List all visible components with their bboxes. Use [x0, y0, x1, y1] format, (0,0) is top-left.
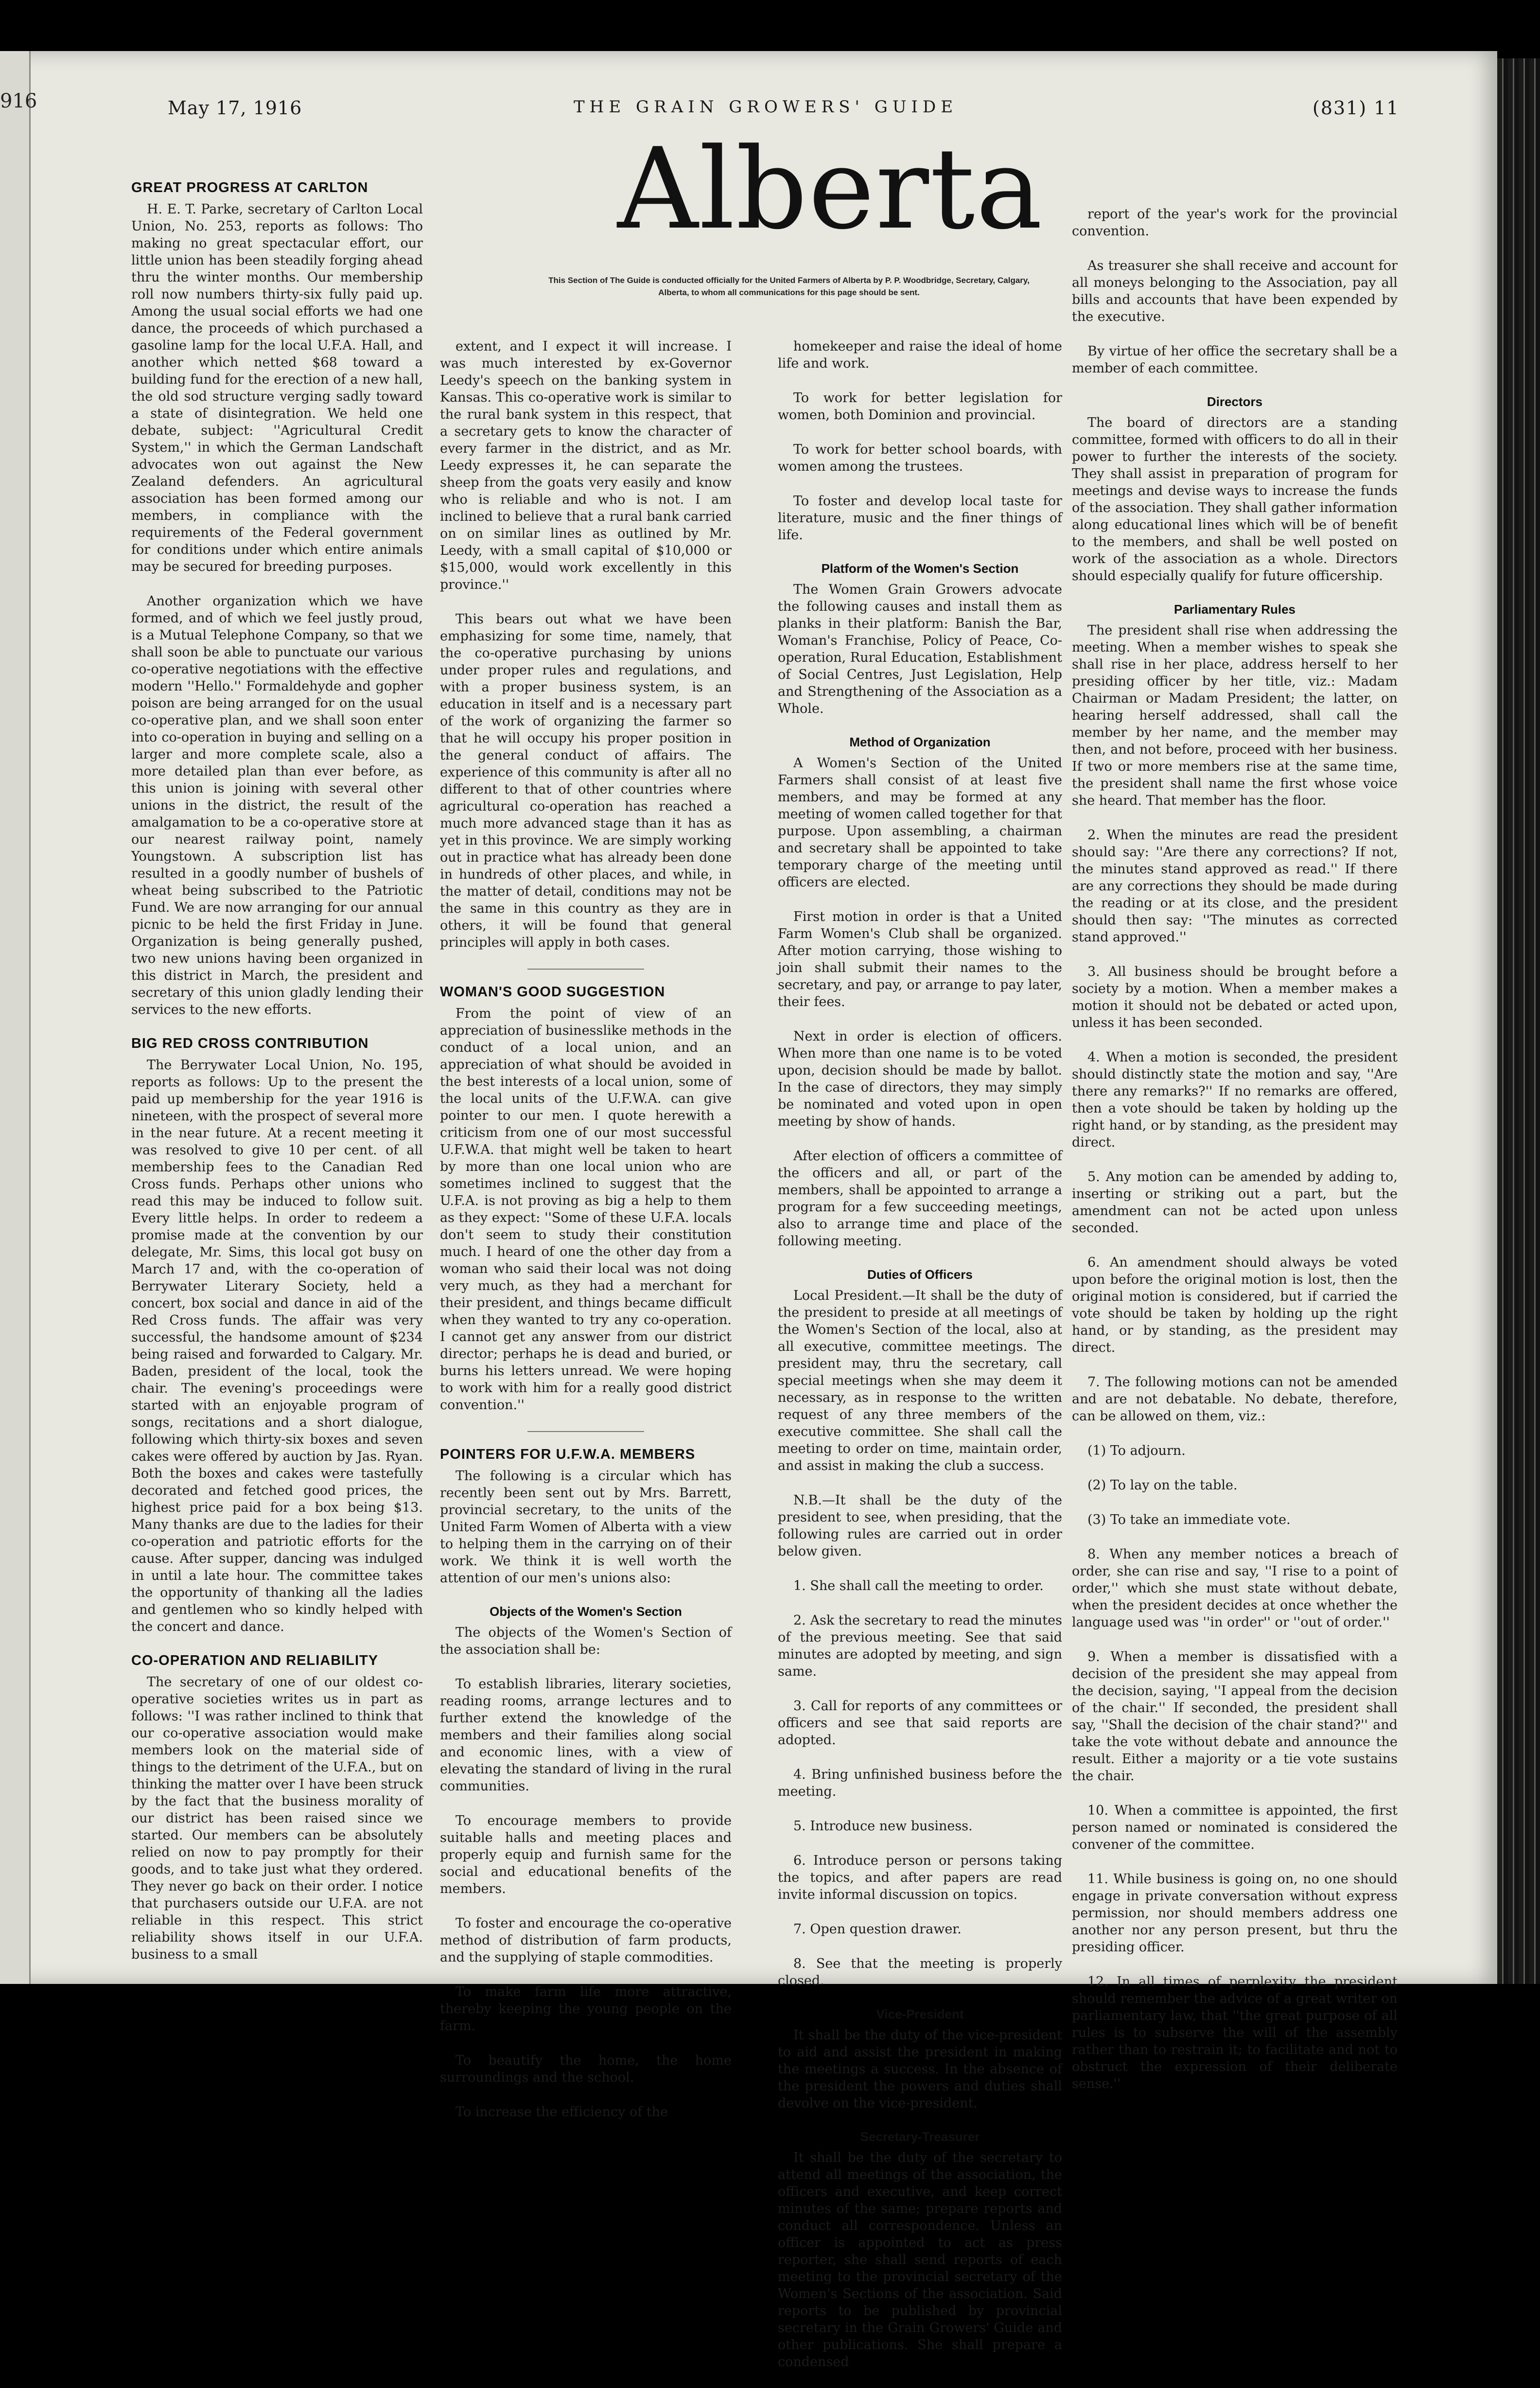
column-divider: [527, 969, 644, 970]
column-4: [1072, 206, 1398, 2110]
paragraph: extent, and I expect it will increase. I was much interested by ex-Governor Leedy's speech on the banking system in Kansas. This co-operative work is similar to the rural bank system in this respect, that a secretary gets to know the character of every farmer in the district, and as Mr. Leedy expresses it, he can separate the sheep from the goats very easily and know who is reliable and who is not. I am inclined to believe that a rural bank carried on on similar lines as outlined by Mr. Leedy, with a small capital of $10,000 or $15,000, would work excellently in this province.'': [440, 339, 732, 592]
subheading: Vice-President: [876, 2007, 964, 2021]
paragraph: Local President.—It shall be the duty of the president to preside at all meetings of the Women's Section of the local, also at all executive, committee meetings. The president may, thru the secretary, call special meetings when she may deem it necessary, as in response to the written request of any three members of the executive committee. She shall call the meeting to order on time, maintain order, and assist in making the club a success.: [778, 1288, 1062, 1473]
subheading: Directors: [1207, 394, 1263, 409]
paragraph: A Women's Section of the United Farmers shall consist of at least five members, and may be formed at any meeting of women called together for that purpose. Upon assembling, a chairman and secretary shall be appointed to take temporary charge of the meeting until officers are elected.: [778, 756, 1062, 890]
list-item: 2. Ask the secretary to read the minutes of the previous meeting. See that said minutes are adopted by meeting, and sign same.: [778, 1613, 1062, 1679]
paragraph: The objects of the Women's Section of the association shall be:: [440, 1625, 732, 1657]
paragraph: To foster and encourage the co-operative method of distribution of farm products, and the supplying of staple commodities.: [440, 1916, 732, 1965]
list-item: 6. Introduce person or persons taking the topics, and after papers are read invite informal discussion on topics.: [778, 1853, 1062, 1902]
paragraph: From the point of view of an appreciation of businesslike methods in the conduct of a local union, and an appreciation of what should be avoided in the best interests of a local union, some of the local units of the U.F.W.A. can give pointer to our men. I quote herewith a criticism from one of our most successful U.F.W.A. that might well be taken to heart by more than one local union who are sometimes inclined to suggest that the U.F.A. is not proving as big a help to them as they expect: ''Some of these U.F.A. locals don't seem to study their constitution much. I heard of one the other day from a woman who said their local was not doing very much, as they had a merchant for their president, and things became difficult when they wanted to try any co-operation. I cannot get any answer from our district director; perhaps he is dead and buried, or burns his letters unread. We were hoping to work with him for a really good district convention.'': [440, 1006, 732, 1413]
column-3: [778, 338, 1062, 2388]
list-item: (2) To lay on the table.: [1087, 1478, 1238, 1493]
paragraph: To work for better school boards, with women among the trustees.: [778, 442, 1062, 474]
paragraph: 12. In all times of perplexity the president should remember the advice of a great writer on parliamentary law, that ''the great purpose of all rules is to subserve the will of the assembly rather than to restrain it; to facilitate and not to obstruct the expression of their deliberate sense.'': [1072, 1974, 1398, 2091]
paragraph: 5. Any motion can be amended by adding to, inserting or striking out a part, but the amendment can not be acted upon unless seconded.: [1072, 1169, 1398, 1236]
page-number: (831) 11: [1312, 97, 1400, 119]
article-heading: CO-OPERATION AND RELIABILITY: [131, 1653, 379, 1668]
column-divider: [527, 1431, 644, 1432]
paragraph: 4. When a motion is seconded, the president should distinctly state the motion and say, ''Are there any remarks?'' If no remarks are offered, then a vote should be taken by holding up the right hand, or by standing, as the president may direct.: [1072, 1050, 1398, 1150]
paragraph: The secretary of one of our oldest co-operative societies writes us in part as follows: ''I was rather inclined to think that our co-operative association would make members look on the material side of things to the detriment of the U.F.A., but on thinking the matter over I have been struck by the fact that the business morality of our district has been raised since we started. Our members can be absolutely relied on now to pay promptly for their goods, and to take just what they ordered. They never go back on their order. I notice that purchasers outside our U.F.A. are not reliable in this respect. This strict reliability shows itself in our U.F.A. business to a small: [131, 1675, 423, 1962]
list-item: 8. See that the meeting is properly closed.: [778, 1956, 1062, 1988]
list-item: 4. Bring unfinished business before the meeting.: [778, 1767, 1062, 1799]
newspaper-page: [0, 51, 1497, 2370]
paragraph: The Berrywater Local Union, No. 195, reports as follows: Up to the present the paid up membership for the year 1916 is nineteen, with the prospect of several more in the near future. At a recent meeting it was resolved to give 10 per cent. of all membership fees to the Canadian Red Cross funds. Perhaps other unions who read this may be induced to follow suit. Every little helps. In order to redeem a promise made at the convention by our delegate, Mr. Sims, this local got busy on March 17 and, with the co-operation of Berrywater Literary Society, held a concert, box social and dance in aid of the Red Cross funds. The affair was very successful, the handsome amount of $234 being raised and forwarded to Calgary. Mr. Baden, president of the local, took the chair. The evening's proceedings were started with an enjoyable program of songs, recitations and a short dialogue, following which thirty-six boxes and seven cakes were offered by auction by Jas. Ryan. Both the boxes and cakes were tastefully decorated and fetched good prices, the highest price paid for a box being $13. Many thanks are due to the ladies for their co-operation and patriotic efforts for the cause. After supper, dancing was indulged in until a late hour. The committee takes the opportunity of thanking all the ladies and gentlemen who so kindly helped with the concert and dance.: [131, 1058, 423, 1634]
subheading: Platform of the Women's Section: [821, 561, 1019, 576]
paragraph: 6. An amendment should always be voted upon before the original motion is lost, then the original motion is considered, but if carried the vote should be taken by holding up the right hand, or by standing, as the president may direct.: [1072, 1255, 1398, 1355]
paragraph: The Women Grain Growers advocate the following causes and install them as planks in their platform: Banish the Bar, Woman's Franchise, Policy of Peace, Co-operation, Rural Education, Establishment of Social Centres, Just Legislation, Help and Strengthening of the Association as a Whole.: [778, 582, 1062, 716]
list-item: 1. She shall call the meeting to order.: [793, 1578, 1044, 1593]
paragraph: First motion in order is that a United Farm Women's Club shall be organized. After motion carrying, those wishing to join shall submit their names to the secretary, and pay, or arrange to pay later, their fees.: [778, 909, 1062, 1009]
paragraph: To establish libraries, literary societies, reading rooms, arrange lectures and to further extend the knowledge of the members and their families along social and economic lines, with a view of elevating the standard of living in the rural communities.: [440, 1677, 732, 1794]
paragraph: As treasurer she shall receive and account for all moneys belonging to the Association, pay all bills and accounts that have been expended by the executive.: [1072, 258, 1398, 324]
list-item: (3) To take an immediate vote.: [1087, 1512, 1291, 1527]
paragraph: N.B.—It shall be the duty of the president to see, when presiding, that the following rules are carried out in order below given.: [778, 1493, 1062, 1559]
paragraph: The president shall rise when addressing the meeting. When a member wishes to speak she shall rise in her place, address herself to her presiding officer by her title, viz.: Madam Chairman or Madam President; the latter, on hearing herself addressed, shall call the member by her name, and the member may then, and not before, proceed with her business. If two or more members rise at the same time, the president shall name the first whose voice she heard. That member has the floor.: [1072, 623, 1398, 808]
subheading: Duties of Officers: [867, 1267, 973, 1282]
paragraph: Next in order is election of officers. When more than one name is to be voted upon, decision should be made by ballot. In the case of directors, they may simply be nominated and voted upon in open meeting by show of hands.: [778, 1029, 1062, 1129]
paragraph: 3. All business should be brought before a society by a motion. When a member makes a motion it should not be debated or acted upon, unless it has been seconded.: [1072, 964, 1398, 1030]
article-heading: BIG RED CROSS CONTRIBUTION: [131, 1036, 369, 1051]
paragraph: To increase the efficiency of the: [455, 2105, 668, 2120]
paragraph: It shall be the duty of the secretary to attend all meetings of the association, the officers and executive, and keep correct minutes of the same; prepare reports and conduct all correspondence. Unless an officer is appointed to act as press reporter, she shall send reports of each meeting to the provincial secretary of the Women's Sections of the association. Said reports to be published by provincial secretary in the Grain Growers' Guide and other publications. She shall prepare a condensed: [778, 2150, 1062, 2370]
paragraph: To work for better legislation for women, both Dominion and provincial.: [778, 390, 1062, 423]
subheading: Secretary-Treasurer: [860, 2129, 980, 2144]
paragraph: The board of directors are a standing committee, formed with officers to do all in their power to further the interests of the society. They shall assist in preparation of program for meetings and devise ways to increase the funds of the association. They shall gather information along educational lines which will be of benefit to the members, and shall be well posted on work of the association as a whole. Directors should especially qualify for future officership.: [1072, 415, 1398, 584]
paragraph: 10. When a committee is appointed, the first person named or nominated is considered the convener of the committee.: [1072, 1803, 1398, 1852]
paragraph: To make farm life more attractive, thereby keeping the young people on the farm.: [440, 1984, 732, 2034]
section-notice: This Section of The Guide is conducted officially for the United Farmers of Alberta by P. P. Woodbridge, Secretary, Calgary, Alberta, to whom all communications for this page should be sent.: [548, 276, 1030, 297]
issue-date: May 17, 1916: [168, 97, 302, 119]
paragraph: 2. When the minutes are read the president should say: ''Are there any corrections? If not, the minutes stand approved as read.'' If there are any corrections they should be made during the reading or at its close, and the president should then say: ''The minutes as corrected stand approved.'': [1072, 828, 1398, 945]
list-item: 7. Open question drawer.: [793, 1922, 962, 1937]
paragraph: To beautify the home, the home surroundings and the school.: [440, 2053, 732, 2085]
paragraph: 7. The following motions can not be amended and are not debatable. No debate, therefore, can be allowed on them, viz.:: [1072, 1375, 1398, 1424]
previous-page-number: 916: [0, 90, 37, 112]
paragraph: H. E. T. Parke, secretary of Carlton Local Union, No. 253, reports as follows: Tho making no great spectacular effort, our little union has been steadily forging ahead thru the winter months. Our membership roll now numbers thirty-six fully paid up. Among the usual social efforts we had one dance, the proceeds of which purchased a gasoline lamp for the local U.F.A. Hall, and another which netted $68 toward a building fund for the erection of a new hall, the old sod structure verging sadly toward a state of disintegration. We held one debate, subject: ''Agricultural Credit System,'' in which the German Landschaft advocates won out against the New Zealand defenders. An agricultural association has been formed among our members, in compliance with the requirements of the Federal government for conditions under which entire animals may be secured for breeding purposes.: [131, 202, 423, 574]
paragraph: 8. When any member notices a breach of order, she can rise and say, ''I rise to a point of order,'' which she must state without debate, when the president decides at once whether the language used was ''in order'' or ''out of order.'': [1072, 1547, 1398, 1630]
publication-name: THE GRAIN GROWERS' GUIDE: [574, 97, 958, 117]
article-heading: GREAT PROGRESS AT CARLTON: [131, 180, 368, 195]
subheading: Parliamentary Rules: [1173, 602, 1295, 617]
paragraph: After election of officers a committee of the officers and all, or part of the members, shall be appointed to arrange a program for a few succeeding meetings, also to arrange time and place of the following meeting.: [778, 1149, 1062, 1249]
paragraph: 11. While business is going on, no one should engage in private conversation without express permission, nor should members address one another nor any person present, but thru the presiding officer.: [1072, 1872, 1398, 1955]
paragraph: Another organization which we have formed, and of which we feel justly proud, is a Mutual Telephone Company, so that we shall soon be able to punctuate our various co-operative negotiations with the effective modern ''Hello.'' Formaldehyde and gopher poison are being arranged for on the usual co-operative plan, and we shall soon enter into co-operation in buying and selling on a larger and more complete scale, also a more detailed plan than ever before, as this union is joining with several other unions in the district, the result of the amalgamation to be a co-operative store at our nearest railway point, namely Youngstown. A subscription list has resulted in a goodly number of bushels of wheat being subscribed to the Patriotic Fund. We are now arranging for our annual picnic to be held the first Friday in June. Organization is being generally pushed, two new unions having been organized in this district in March, the president and secretary of this union gladly lending their services to the new efforts.: [131, 594, 423, 1017]
list-item: 3. Call for reports of any committees or officers and see that said reports are adopted.: [778, 1698, 1062, 1748]
paragraph: The following is a circular which has recently been sent out by Mrs. Barrett, provincial secretary, to the units of the United Farm Women of Alberta with a view to helping them in the carrying on of their work. We think it is well worth the attention of our men's unions also:: [440, 1468, 732, 1586]
book-page-edges: [1497, 58, 1540, 1984]
list-item: 5. Introduce new business.: [793, 1819, 973, 1834]
paragraph: To encourage members to provide suitable halls and meeting places and properly equip and furnish same for the social and educational benefits of the members.: [440, 1813, 732, 1896]
paragraph: homekeeper and raise the ideal of home life and work.: [778, 339, 1062, 371]
paragraph: By virtue of her office the secretary shall be a member of each committee.: [1072, 344, 1398, 376]
previous-page-edge: [0, 51, 37, 1984]
paragraph: To foster and develop local taste for literature, music and the finer things of life.: [778, 494, 1062, 543]
article-heading: WOMAN'S GOOD SUGGESTION: [440, 984, 665, 1000]
column-2: [440, 338, 732, 2138]
paragraph: report of the year's work for the provincial convention.: [1072, 207, 1398, 239]
subheading: Objects of the Women's Section: [490, 1604, 682, 1619]
list-item: (1) To adjourn.: [1087, 1443, 1186, 1458]
paragraph: 9. When a member is dissatisfied with a decision of the president she may appeal from the decision, saying, ''I appeal from the decision of the chair.'' If seconded, the president shall say, ''Shall the decision of the chair stand?'' and take the vote without debate and announce the result. Either a majority or a tie vote sustains the chair.: [1072, 1649, 1398, 1784]
paragraph: This bears out what we have been emphasizing for some time, namely, that the co-operative purchasing by unions under proper rules and regulations, and with a proper business system, is an education in itself and is a necessary part of the work of organizing the farmer so that he will occupy his proper position in the general conduct of affairs. The experience of this community is after all no different to that of other countries where agricultural co-operation has reached a much more advanced stage than it has as yet in this province. We are simply working out in practice what has already been done in hundreds of other places, and while, in the matter of detail, conditions may not be the same in this country as they are in others, it will be found that general principles will apply in both cases.: [440, 612, 732, 950]
column-1: [131, 180, 423, 1981]
section-title: Alberta: [617, 124, 1044, 254]
paragraph: It shall be the duty of the vice-president to aid and assist the president in making the meetings a success. In the absence of the president the powers and duties shall devolve on the vice-president.: [778, 2028, 1062, 2111]
subheading: Method of Organization: [849, 735, 991, 749]
article-heading: POINTERS FOR U.F.W.A. MEMBERS: [440, 1447, 696, 1462]
